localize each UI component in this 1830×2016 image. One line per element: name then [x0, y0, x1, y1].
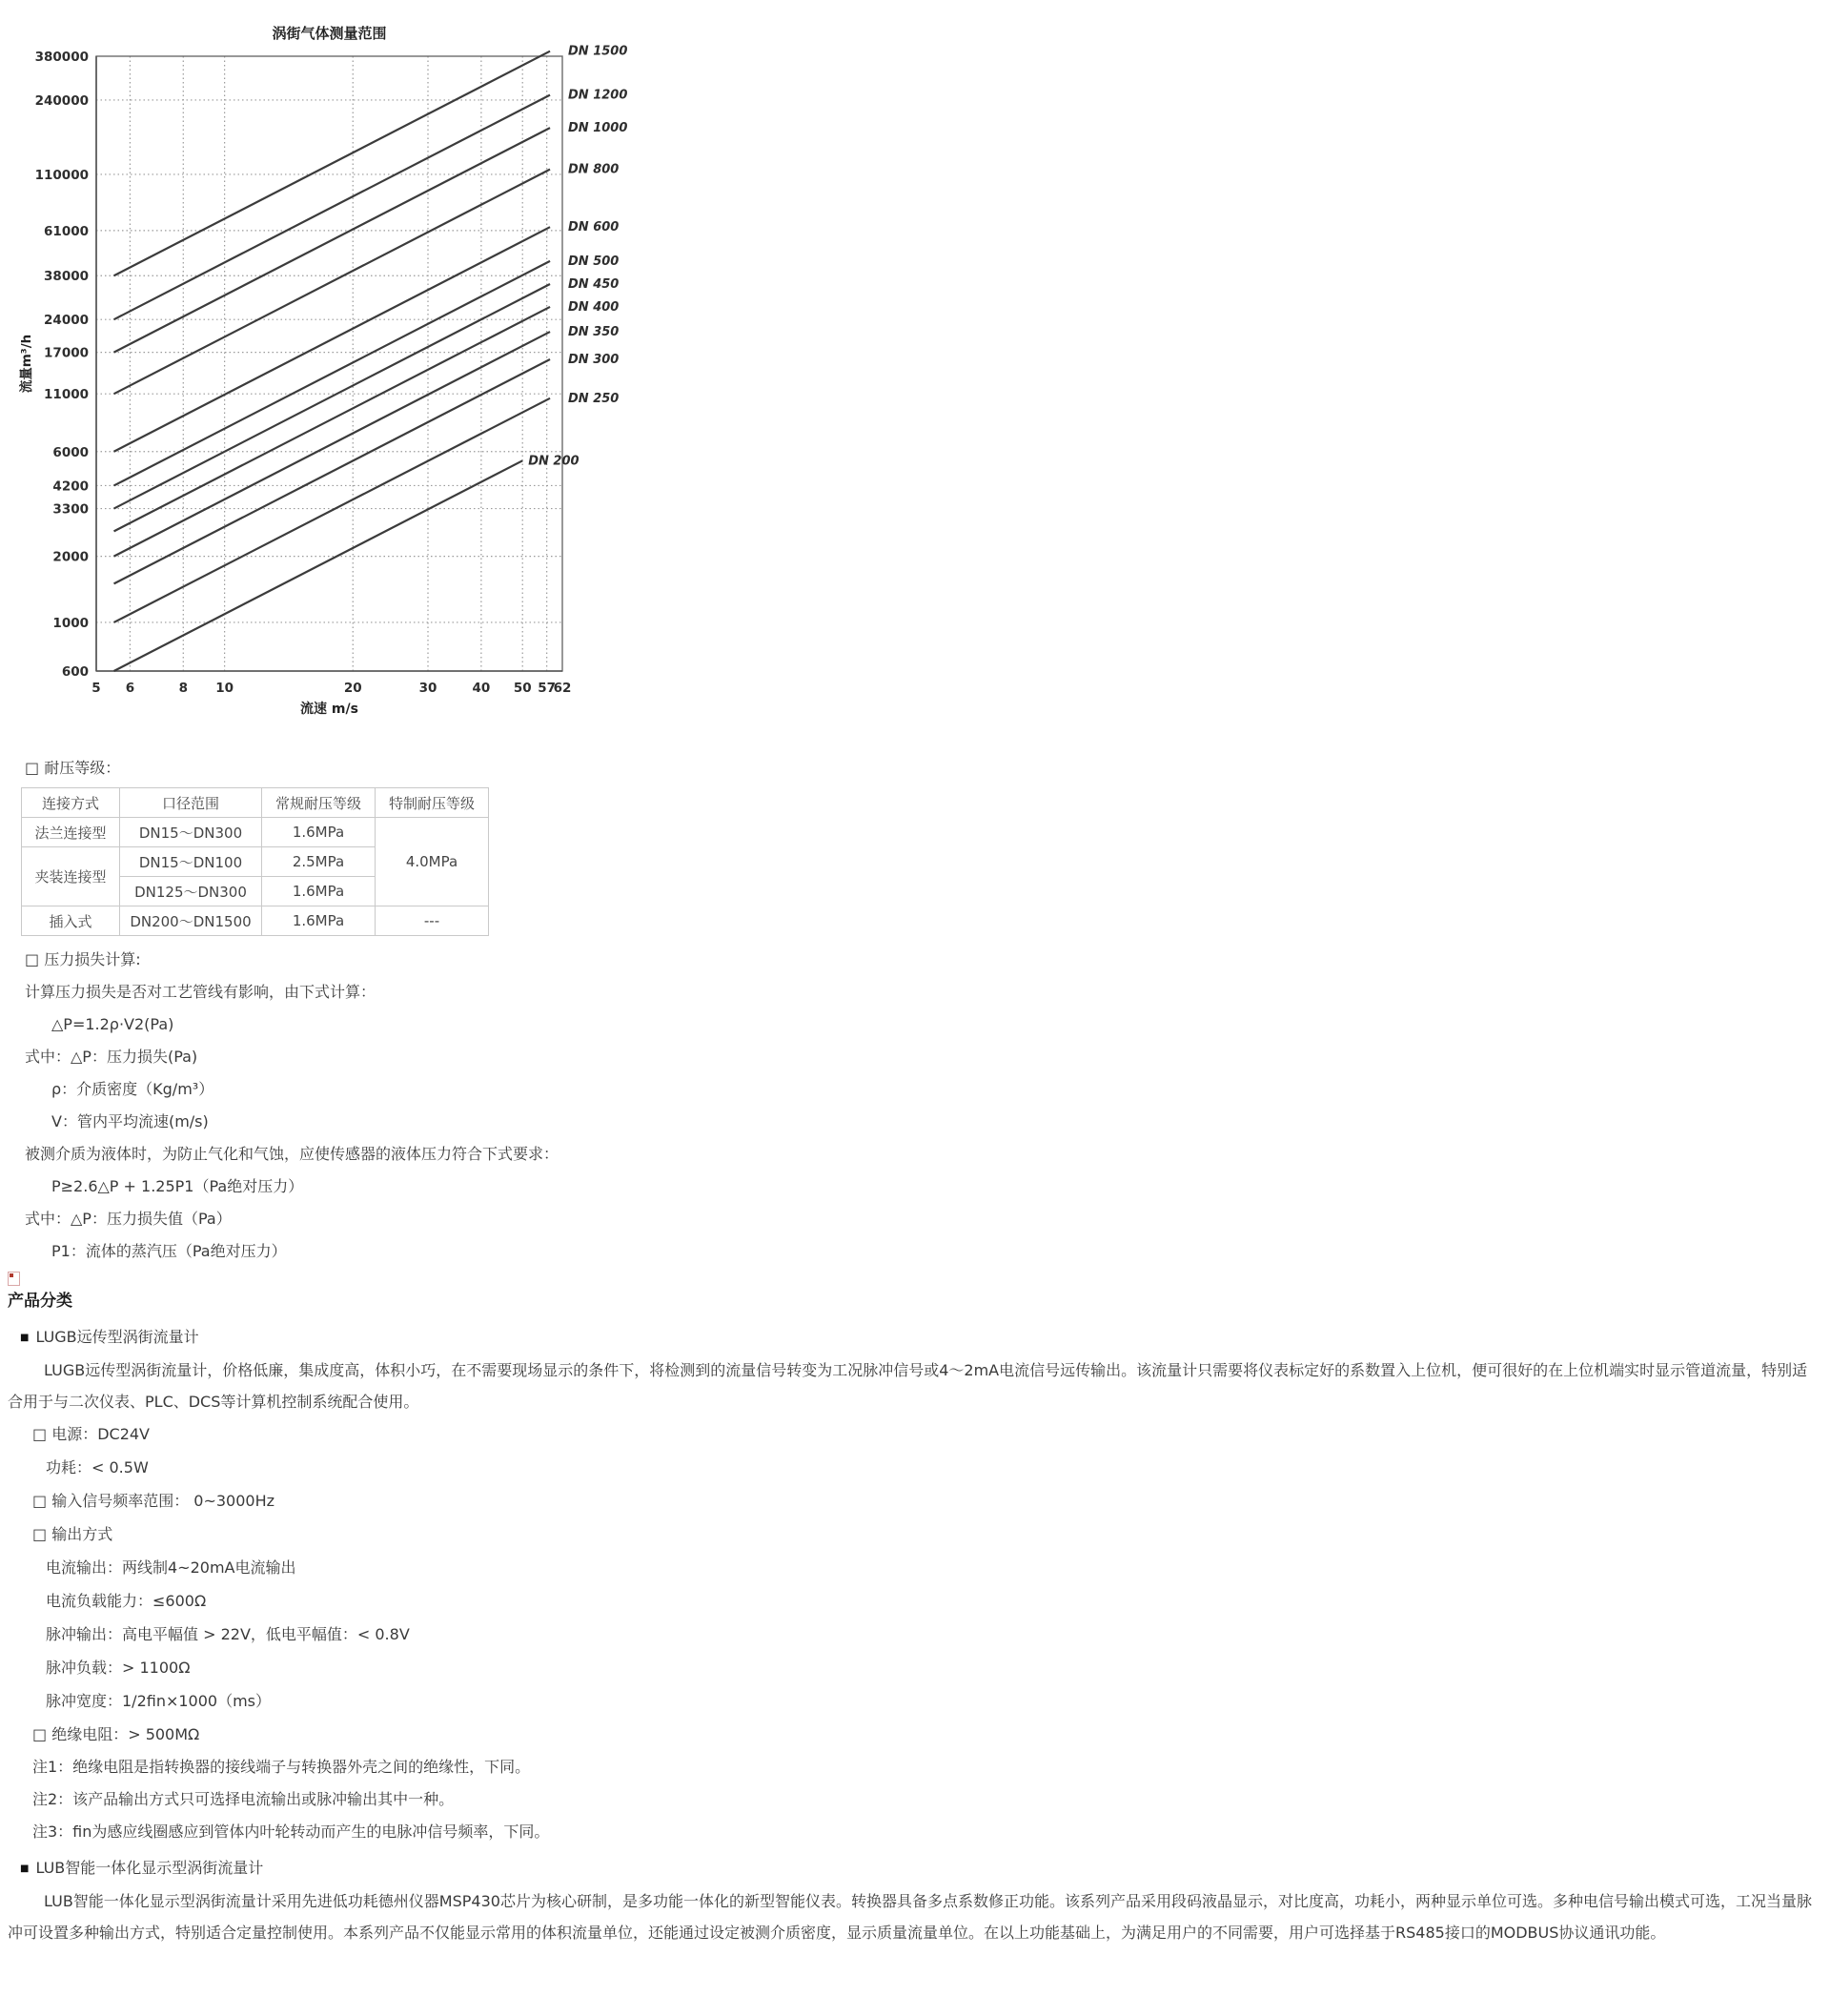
spec-input-frequency: □ 输入信号频率范围： 0~3000Hz: [32, 1492, 275, 1510]
spec-current-load: 电流负载能力：≤600Ω: [46, 1592, 207, 1610]
dn-series-label: DN 800: [568, 162, 620, 177]
x-tick-label: 20: [343, 681, 362, 696]
dn-series-label: DN 300: [568, 352, 620, 367]
dn-series-label: DN 600: [568, 220, 620, 235]
y-tick-label: 600: [61, 664, 89, 680]
note-1: 注1：绝缘电阻是指转换器的接线端子与转换器外壳之间的绝缘性，下同。: [32, 1758, 531, 1776]
table-cell: DN15～DN300: [120, 818, 262, 847]
dn-series-line: [114, 51, 551, 276]
dn-series-line: [114, 359, 551, 583]
dn-series-label: DN 250: [568, 391, 620, 406]
x-tick-label: 40: [472, 681, 491, 696]
table-cell: 法兰连接型: [22, 818, 120, 847]
table-header-row: [22, 788, 489, 818]
product-spec-page: [0, 6, 1830, 1948]
pressure-loss-text: 式中：△P：压力损失值（Pa）: [25, 1210, 232, 1228]
broken-image-icon: [8, 1272, 20, 1286]
dn-series-label: DN 400: [568, 299, 620, 315]
table-header-cell: 特制耐压等级: [376, 788, 489, 818]
y-tick-label: 2000: [52, 549, 89, 565]
y-tick-label: 38000: [44, 269, 89, 285]
spec-output-mode: □ 输出方式: [32, 1525, 113, 1543]
x-tick-label: 5: [92, 681, 101, 696]
spec-insulation-resistance: □ 绝缘电阻：> 500MΩ: [32, 1725, 200, 1743]
dn-series-line: [114, 170, 551, 395]
dn-series-line: [114, 398, 551, 622]
table-cell: 1.6MPa: [262, 877, 376, 906]
dn-series-label: DN 1200: [568, 88, 628, 103]
pressure-loss-formula: P≥2.6△P + 1.25P1（Pa绝对压力）: [51, 1177, 304, 1195]
y-tick-label: 11000: [44, 387, 89, 403]
table-cell: 4.0MPa: [376, 818, 489, 906]
dn-series-line: [114, 460, 523, 671]
spec-power: □ 电源：DC24V: [32, 1425, 151, 1443]
x-tick-label: 62: [553, 681, 572, 696]
table-header-cell: 常规耐压等级: [262, 788, 376, 818]
y-tick-label: 61000: [44, 223, 89, 239]
y-axis-title: 流量m³/h: [19, 334, 34, 394]
x-tick-label: 10: [215, 681, 234, 696]
lugb-description-paragraph: LUGB远传型涡街流量计，价格低廉，集成度高，体积小巧，在不需要现场显示的条件下，将检测到的流量信号转变为工况脉冲信号或4～2mA电流信号远传输出。该流量计只需要将仪表标定好的系数置入上位机，便可很好的在上位机端实时显示管道流量，特别适合用于与二次仪表、PLC、DCS等计算机控制系统配合使用。: [8, 1361, 1808, 1411]
table-cell: 1.6MPa: [262, 906, 376, 936]
table-cell: 2.5MPa: [262, 847, 376, 877]
y-tick-label: 24000: [44, 313, 89, 329]
x-tick-label: 50: [513, 681, 532, 696]
note-3: 注3：fin为感应线圈感应到管体内叶轮转动而产生的电脉冲信号频率，下同。: [32, 1823, 550, 1841]
pressure-loss-text: 被测介质为液体时，为防止气化和气蚀，应使传感器的液体压力符合下式要求：: [25, 1145, 559, 1163]
pressure-loss-text: V：管内平均流速(m/s): [51, 1112, 209, 1130]
x-tick-label: 57: [538, 681, 557, 696]
y-tick-label: 17000: [44, 345, 89, 361]
dn-series-line: [114, 261, 551, 486]
x-axis-title: 流速 m/s: [300, 702, 358, 717]
dn-series-label: DN 500: [568, 254, 620, 269]
table-cell: 插入式: [22, 906, 120, 936]
spec-consumption: 功耗：< 0.5W: [46, 1458, 149, 1476]
table-cell: DN125～DN300: [120, 877, 262, 906]
pressure-loss-text: ρ：介质密度（Kg/m³）: [51, 1080, 214, 1098]
x-tick-label: 6: [125, 681, 135, 696]
y-tick-label: 240000: [34, 92, 89, 109]
table-row: [22, 906, 489, 936]
broken-image-row: [8, 1272, 1822, 1289]
pressure-loss-formula: △P=1.2ρ·V2(Pa): [51, 1015, 174, 1033]
pressure-rating-table: [21, 787, 489, 936]
dn-series-label: DN 200: [528, 454, 580, 469]
y-tick-label: 1000: [52, 615, 89, 631]
spec-pulse-width: 脉冲宽度：1/2fin×1000（ms）: [46, 1692, 272, 1710]
dn-series-label: DN 350: [568, 325, 620, 340]
dn-series-label: DN 1000: [568, 121, 628, 136]
square-bullet-icon: ■: [20, 1863, 30, 1874]
table-cell: DN15～DN100: [120, 847, 262, 877]
dn-series-line: [114, 332, 551, 557]
chart-title: 涡街气体测量范围: [272, 25, 387, 42]
plot-border: [96, 56, 562, 671]
pressure-rating-section-label: □ 耐压等级：: [25, 759, 121, 777]
x-tick-label: 30: [418, 681, 437, 696]
table-row: [22, 818, 489, 847]
y-tick-label: 4200: [52, 479, 89, 495]
table-cell: 夹装连接型: [22, 847, 120, 906]
note-2: 注2：该产品输出方式只可选择电流输出或脉冲输出其中一种。: [32, 1790, 455, 1808]
dn-series-label: DN 450: [568, 277, 620, 293]
dn-series-label: DN 1500: [568, 44, 628, 59]
y-tick-label: 3300: [52, 501, 89, 518]
table-cell: 1.6MPa: [262, 818, 376, 847]
table-cell: DN200～DN1500: [120, 906, 262, 936]
flow-range-chart-svg: [8, 6, 713, 732]
spec-pulse-output: 脉冲输出：高电平幅值 > 22V，低电平幅值：< 0.8V: [46, 1625, 410, 1643]
lub-description-paragraph: LUB智能一体化显示型涡街流量计采用先进低功耗德州仪器MSP430芯片为核心研制，是多功能一体化的新型智能仪表。转换器具备多点系数修正功能。该系列产品采用段码液晶显示，对比度高，功耗小，两种显示单位可选。多种电信号输出模式可选，工况当量脉冲可设置多种输出方式，特别适合定量控制使用。本系列产品不仅能显示常用的体积流量单位，还能通过设定被测介质密度，显示质量流量单位。在以上功能基础上，为满足用户的不同需要，用户可选择基于RS485接口的MODBUS协议通讯功能。: [8, 1892, 1812, 1942]
x-tick-label: 8: [178, 681, 188, 696]
pressure-loss-text: 式中：△P：压力损失(Pa): [25, 1048, 198, 1066]
y-tick-label: 110000: [34, 167, 89, 183]
product-category-heading: 产品分类: [8, 1292, 72, 1311]
product-title-text: LUGB远传型涡街流量计: [35, 1328, 199, 1346]
square-bullet-icon: ■: [20, 1333, 30, 1343]
pressure-loss-text: P1：流体的蒸汽压（Pa绝对压力）: [51, 1242, 287, 1260]
y-tick-label: 6000: [52, 444, 89, 460]
pressure-loss-section-label: □ 压力损失计算:: [25, 950, 141, 968]
dn-series-line: [114, 95, 551, 320]
y-tick-label: 380000: [34, 50, 89, 65]
product-title-text: LUB智能一体化显示型涡街流量计: [35, 1859, 264, 1877]
pressure-loss-text: 计算压力损失是否对工艺管线有影响，由下式计算：: [25, 983, 376, 1001]
spec-current-output: 电流输出：两线制4~20mA电流输出: [46, 1558, 296, 1577]
spec-pulse-load: 脉冲负载：> 1100Ω: [46, 1659, 191, 1677]
table-header-cell: 口径范围: [120, 788, 262, 818]
lub-product-title: [8, 1854, 1822, 1884]
table-cell: ---: [376, 906, 489, 936]
measurement-range-chart: [8, 6, 713, 732]
table-header-cell: 连接方式: [22, 788, 120, 818]
lugb-product-title: [8, 1323, 1822, 1353]
